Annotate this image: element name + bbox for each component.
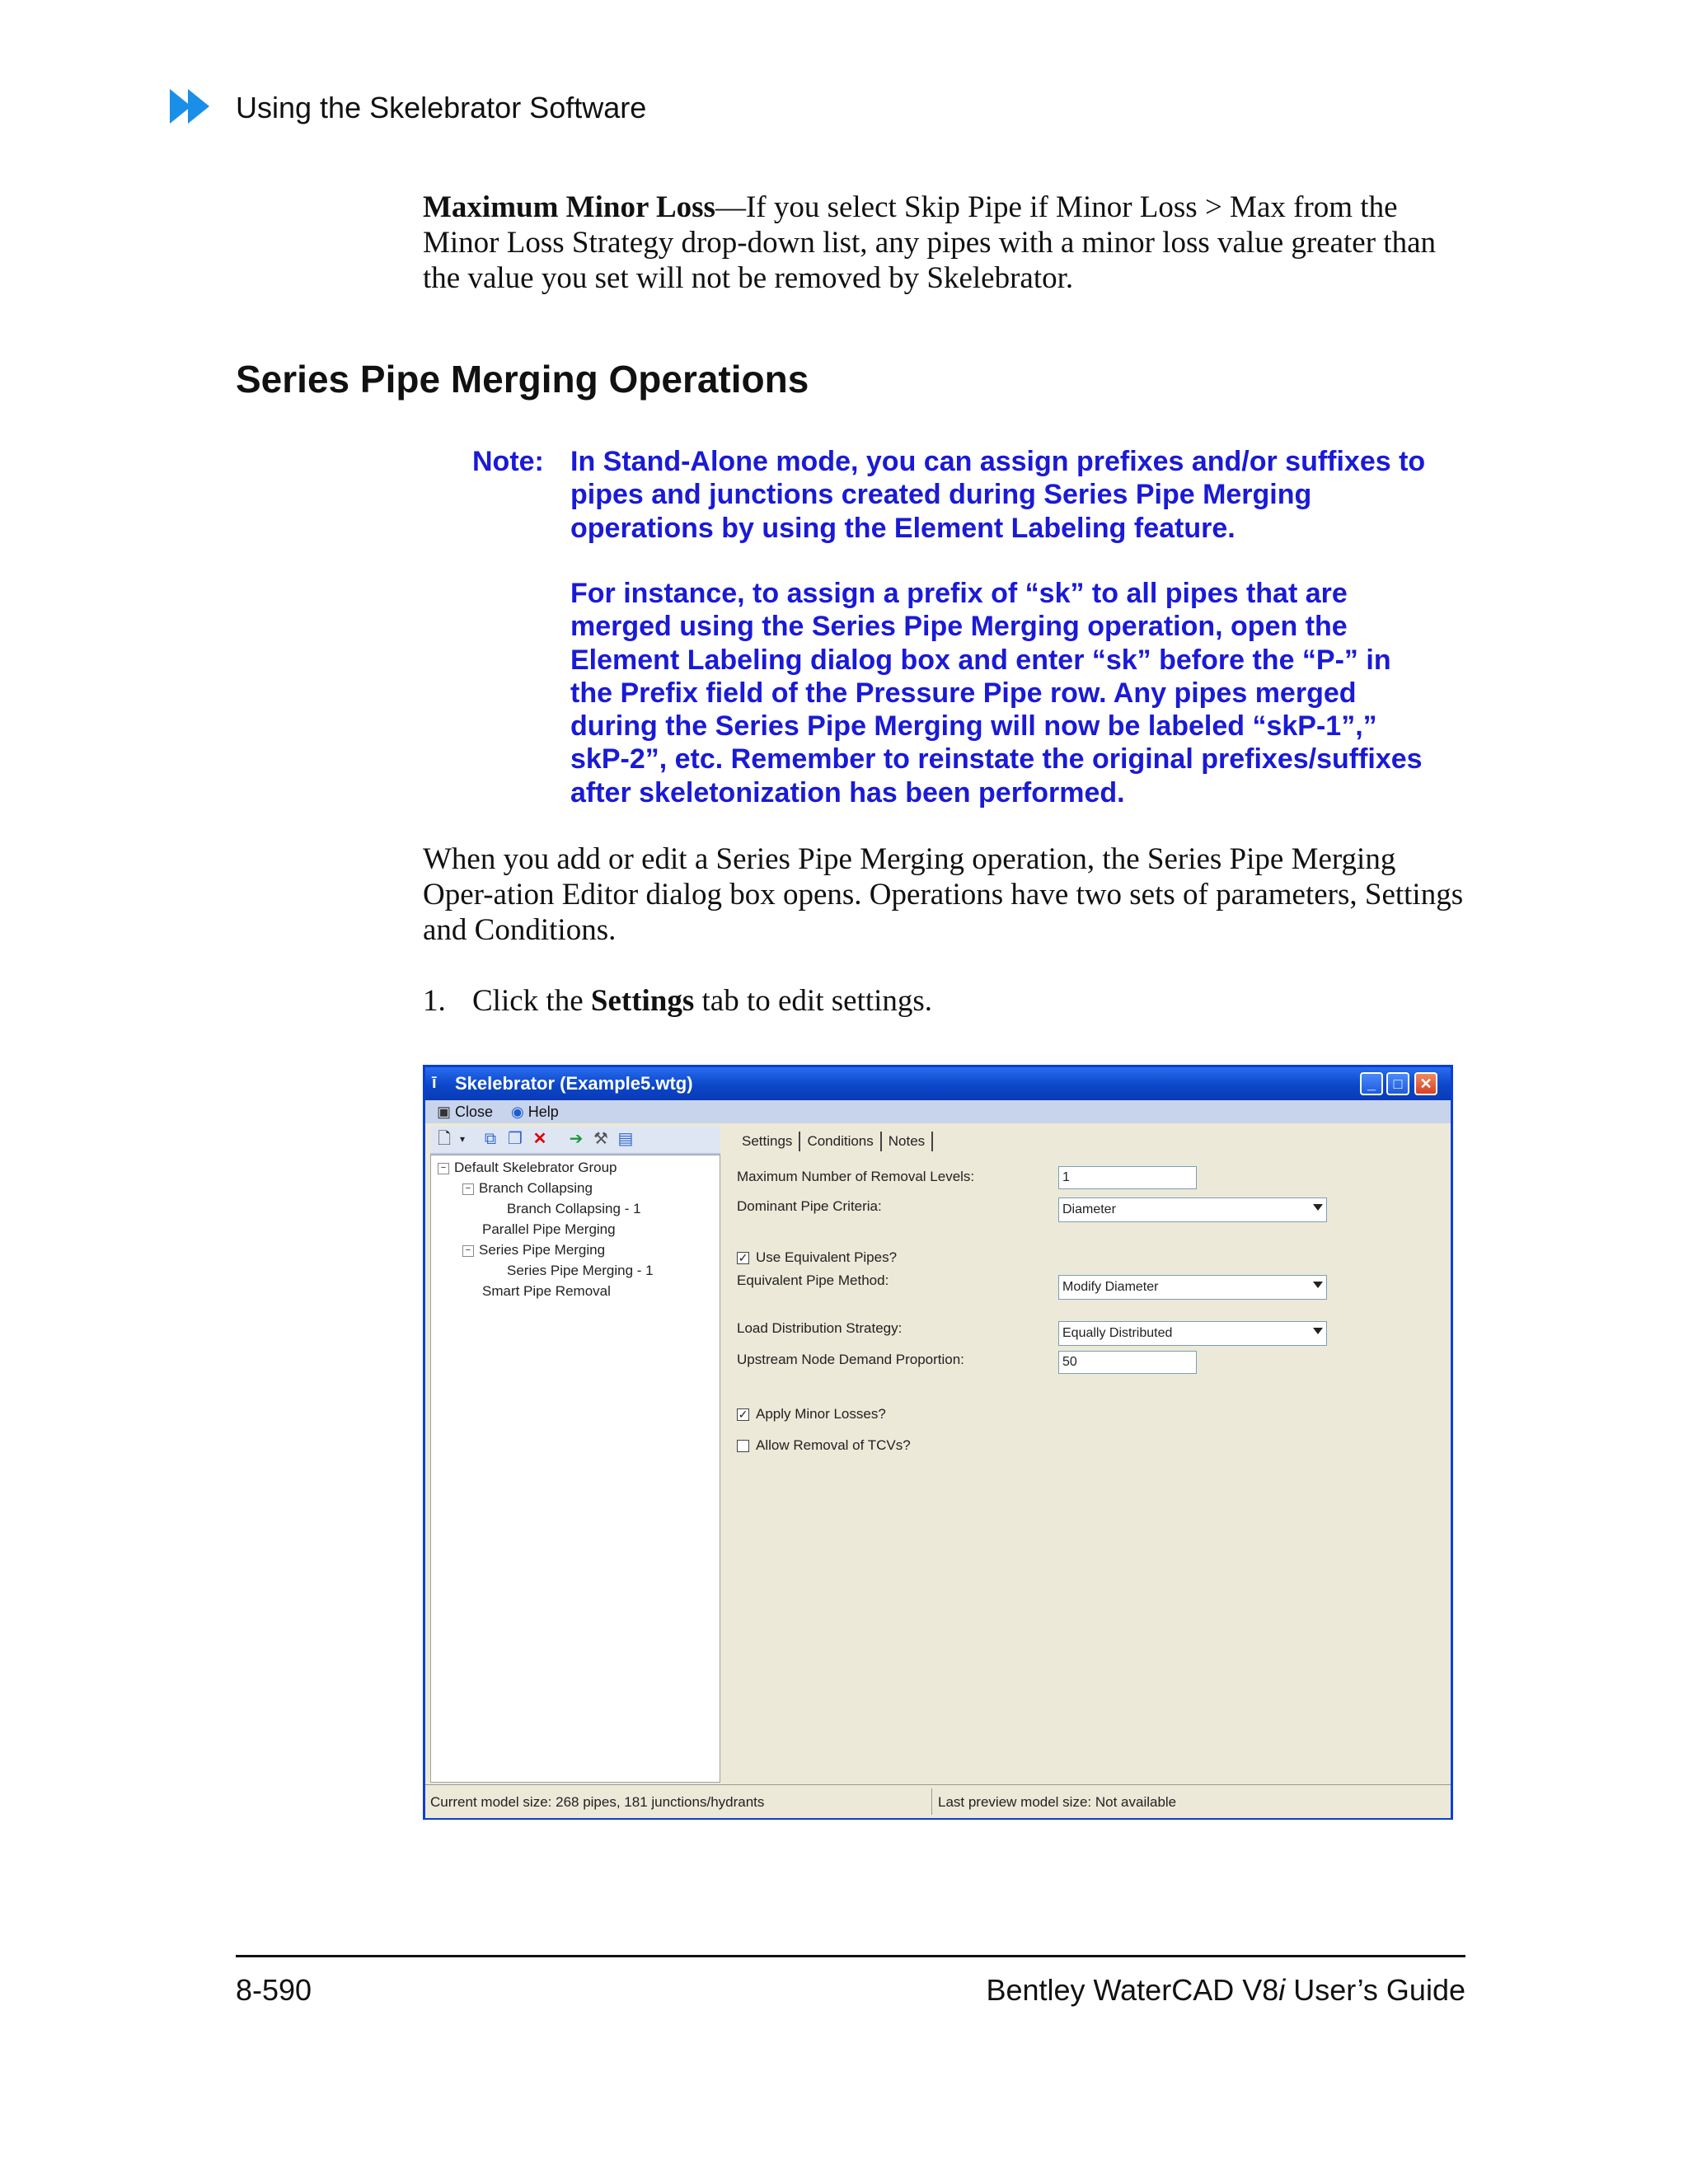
book-title bbox=[973, 1971, 1465, 2009]
menu-close-label: Close bbox=[455, 1104, 494, 1120]
menu-close[interactable] bbox=[437, 1103, 493, 1121]
delete-icon[interactable]: ✕ bbox=[532, 1130, 547, 1148]
use-equiv-checkbox[interactable]: ✓ bbox=[738, 1251, 748, 1265]
close-window-button[interactable]: ✕ bbox=[1414, 1072, 1437, 1095]
load-dist-select[interactable] bbox=[1058, 1321, 1327, 1346]
close-menu-icon: ▣ bbox=[437, 1104, 456, 1120]
dominant-criteria-value: Diameter bbox=[1062, 1202, 1116, 1216]
tree-node-label: Default Skelebrator Group bbox=[454, 1160, 617, 1175]
book-title-post: User’s Guide bbox=[1285, 1973, 1465, 2007]
allow-tcv-row[interactable] bbox=[737, 1436, 911, 1455]
max-levels-label: Maximum Number of Removal Levels: bbox=[737, 1169, 975, 1184]
step-number: 1. bbox=[423, 984, 446, 1018]
load-dist-value: Equally Distributed bbox=[1062, 1326, 1173, 1340]
tree-node-root[interactable] bbox=[438, 1159, 617, 1177]
allow-tcv-checkbox[interactable] bbox=[737, 1440, 749, 1452]
run-icon[interactable]: ➔ bbox=[569, 1130, 584, 1148]
dominant-criteria-select[interactable] bbox=[1058, 1197, 1327, 1222]
dominant-criteria-label: Dominant Pipe Criteria: bbox=[737, 1198, 882, 1214]
step-text-bold: Settings bbox=[590, 984, 695, 1018]
app-icon: ī bbox=[432, 1074, 437, 1092]
section-title: Series Pipe Merging Operations bbox=[236, 358, 809, 401]
max-minor-loss-text: —If you select Skip Pipe if Minor Loss > Max from the Minor Loss Strategy drop-down list, any pipes with a minor loss value greater than the value you set will not be removed by Skelebrator. bbox=[423, 190, 1437, 295]
minimize-button[interactable]: _ bbox=[1360, 1072, 1383, 1095]
tab-conditions[interactable]: Conditions bbox=[800, 1132, 881, 1151]
tree-node-label: Parallel Pipe Merging bbox=[482, 1221, 616, 1237]
tree-node-series-pipe-merging-1[interactable] bbox=[507, 1262, 654, 1280]
page-number: 8-590 bbox=[236, 1973, 312, 2007]
tree-node-branch-collapsing[interactable] bbox=[462, 1179, 593, 1197]
status-bar bbox=[425, 1784, 1451, 1818]
menu-bar bbox=[425, 1100, 1451, 1123]
upstream-field[interactable]: 50 bbox=[1058, 1351, 1197, 1374]
tree-node-series-pipe-merging[interactable] bbox=[462, 1241, 605, 1259]
max-levels-field[interactable]: 1 bbox=[1058, 1166, 1197, 1189]
equiv-method-label: Equivalent Pipe Method: bbox=[737, 1272, 889, 1288]
rename-icon[interactable]: ⧉ bbox=[484, 1130, 497, 1148]
tree-node-label: Smart Pipe Removal bbox=[482, 1283, 611, 1299]
tab-settings[interactable]: Settings bbox=[735, 1132, 800, 1151]
tree-node-label: Series Pipe Merging bbox=[479, 1242, 606, 1258]
collapse-icon[interactable]: − bbox=[462, 1183, 474, 1195]
dropdown-arrow-icon[interactable]: ▾ bbox=[459, 1133, 466, 1145]
term-max-minor-loss: Maximum Minor Loss bbox=[423, 190, 715, 224]
collapse-icon[interactable]: − bbox=[462, 1245, 474, 1257]
use-equiv-row[interactable] bbox=[737, 1249, 897, 1267]
apply-minor-label: Apply Minor Losses? bbox=[756, 1406, 886, 1422]
tree-node-label: Branch Collapsing - 1 bbox=[507, 1201, 641, 1216]
duplicate-icon[interactable]: ❐ bbox=[508, 1130, 523, 1148]
new-icon[interactable]: 🗋 bbox=[437, 1130, 452, 1148]
collapse-icon[interactable]: − bbox=[438, 1163, 449, 1174]
paragraph-operation-editor: When you add or edit a Series Pipe Merging operation, the Series Pipe Merging Oper-ation Editor dialog box opens. Operations have two sets of parameters, Settings and Conditions. bbox=[423, 842, 1464, 947]
tree-node-label: Series Pipe Merging - 1 bbox=[507, 1263, 654, 1278]
step-1 bbox=[423, 983, 1412, 1019]
status-divider bbox=[931, 1788, 932, 1815]
chevron-down-icon[interactable] bbox=[1313, 1282, 1323, 1288]
tab-strip bbox=[735, 1132, 933, 1151]
menu-help[interactable] bbox=[511, 1103, 559, 1121]
tree-node-label: Branch Collapsing bbox=[479, 1180, 593, 1196]
apply-minor-row[interactable] bbox=[737, 1405, 886, 1423]
tools-icon[interactable]: ⚒ bbox=[593, 1130, 608, 1148]
status-preview-size: Last preview model size: Not available bbox=[938, 1794, 1177, 1810]
maximize-button[interactable]: □ bbox=[1386, 1072, 1409, 1095]
note-label: Note: bbox=[472, 446, 544, 477]
paragraph-max-minor-loss bbox=[423, 190, 1465, 296]
step-text-pre: Click the bbox=[472, 984, 591, 1018]
tree-node-smart-pipe-removal[interactable] bbox=[482, 1282, 611, 1301]
chevron-down-icon[interactable] bbox=[1313, 1328, 1323, 1334]
operations-tree bbox=[430, 1155, 720, 1783]
title-bar[interactable] bbox=[425, 1067, 1451, 1100]
status-current-size: Current model size: 268 pipes, 181 junctions/hydrants bbox=[430, 1794, 765, 1810]
use-equiv-label: Use Equivalent Pipes? bbox=[756, 1249, 898, 1265]
skelebrator-window bbox=[423, 1065, 1453, 1820]
tree-toolbar bbox=[430, 1127, 720, 1155]
settings-pane bbox=[735, 1153, 1446, 1783]
report-icon[interactable]: ▤ bbox=[617, 1130, 634, 1148]
running-header: Using the Skelebrator Software bbox=[236, 91, 647, 124]
step-text-post: tab to edit settings. bbox=[694, 984, 933, 1018]
footer-rule bbox=[236, 1955, 1465, 1957]
load-dist-label: Load Distribution Strategy: bbox=[737, 1320, 903, 1336]
allow-tcv-label: Allow Removal of TCVs? bbox=[756, 1437, 911, 1453]
equiv-method-select[interactable] bbox=[1058, 1275, 1327, 1300]
note-paragraph-2: For instance, to assign a prefix of “sk” to all pipes that are merged using the Series Pipe Merging operation, open the Element Labeling dialog box and enter “sk” before the “P-” in the Prefix field of the Pressure Pipe row. Any pipes merged during the Series Pipe Merging will now be labeled “skP-1”,” skP-2”, etc. Remember to reinstate the original prefixes/suffixes after skeletonization has been performed. bbox=[570, 578, 1423, 808]
tree-node-parallel-pipe-merging[interactable] bbox=[482, 1221, 616, 1239]
double-arrow-icon bbox=[170, 89, 223, 124]
tab-notes[interactable]: Notes bbox=[882, 1132, 933, 1151]
help-icon: ◉ bbox=[511, 1104, 528, 1120]
window-title: Skelebrator (Example5.wtg) bbox=[455, 1073, 693, 1094]
apply-minor-checkbox[interactable]: ✓ bbox=[738, 1408, 748, 1422]
note-paragraph-1: In Stand-Alone mode, you can assign prefixes and/or suffixes to pipes and junctions created during Series Pipe Merging operations by using the Element Labeling feature. bbox=[570, 446, 1426, 544]
upstream-label: Upstream Node Demand Proportion: bbox=[737, 1352, 964, 1367]
menu-help-label: Help bbox=[528, 1104, 559, 1120]
chevron-down-icon[interactable] bbox=[1313, 1204, 1323, 1211]
book-title-italic: i bbox=[1278, 1973, 1286, 2007]
book-title-pre: Bentley WaterCAD V8 bbox=[986, 1973, 1279, 2007]
equiv-method-value: Modify Diameter bbox=[1062, 1280, 1159, 1294]
tree-node-branch-collapsing-1[interactable] bbox=[507, 1200, 641, 1218]
